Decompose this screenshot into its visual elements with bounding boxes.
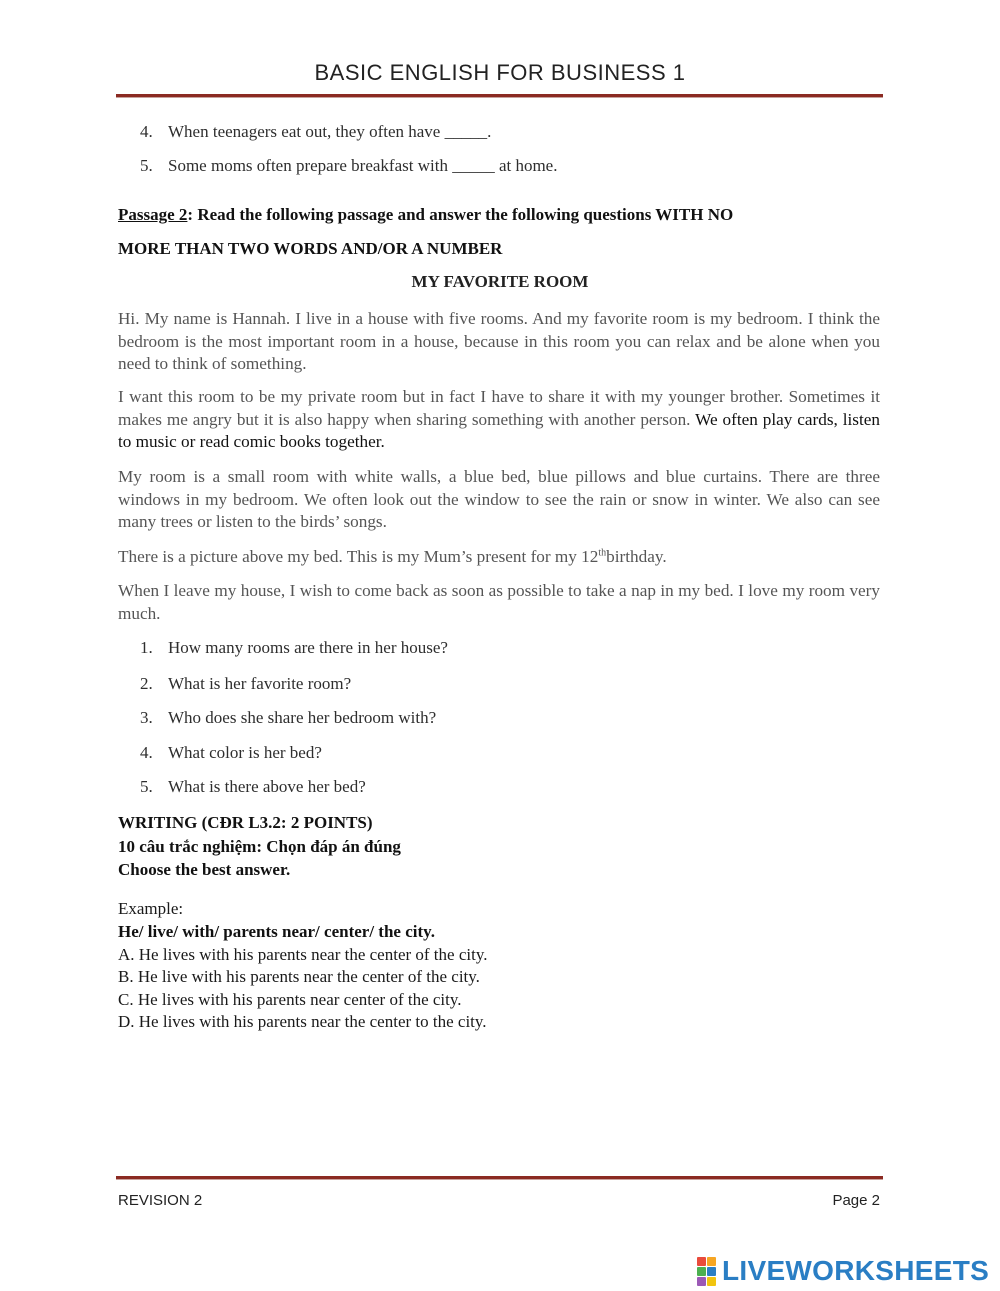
option-c: C. He lives with his parents near center of the city. [118, 990, 462, 1009]
question-text: What is her favorite room? [168, 674, 352, 693]
passage-label: Passage 2 [118, 205, 188, 224]
passage-instruction-line-1 [118, 205, 733, 225]
writing-instruction-vi: 10 câu trắc nghiệm: Chọn đáp án đúng [118, 837, 401, 856]
paragraph-5: When I leave my house, I wish to come back as soon as possible to take a nap in my bed. I love my room very much. [118, 581, 880, 623]
paragraph-2 [118, 386, 880, 454]
question-text: What color is her bed? [168, 743, 322, 762]
question-number: 2. [140, 674, 153, 693]
passage-instruction-line-2: MORE THAN TWO WORDS AND/OR A NUMBER [118, 239, 503, 258]
item-text: Some moms often prepare breakfast with _____ at home. [168, 156, 558, 175]
liveworksheets-brand [697, 1254, 989, 1288]
header-title: BASIC ENGLISH FOR BUSINESS 1 [314, 60, 686, 85]
paragraph-4-text: There is a picture above my bed. This is my Mum’s present for my 12 [118, 547, 599, 566]
question-1 [140, 638, 448, 658]
question-number: 5. [140, 777, 153, 796]
liveworksheets-logo-icon [697, 1257, 716, 1286]
item-text: When teenagers eat out, they often have _____. [168, 122, 492, 141]
question-4 [140, 743, 322, 763]
passage-instruction-1: : Read the following passage and answer the following questions WITH NO [187, 205, 734, 224]
paragraph-1: Hi. My name is Hannah. I live in a house with five rooms. And my favorite room is my bedroom. I think the bedroom is the most important room in a house, because in this room you can relax and be alone when you need to think of something. [118, 309, 880, 373]
question-2 [140, 674, 351, 694]
paragraph-2-text: I want this room to be my private room but in fact I have to share it with my younger brother. Sometimes it makes me angry but it is also happy when sharing something with another person. [118, 387, 880, 429]
question-number: 1. [140, 638, 153, 657]
paragraph-3: My room is a small room with white walls, a blue bed, blue pillows and blue curtains. There are three windows in my bedroom. We often look out the window to see the rain or snow in winter. We also can see many trees or listen to the birds’ songs. [118, 467, 880, 531]
question-text: What is there above her bed? [168, 777, 366, 796]
option-a: A. He lives with his parents near the center of the city. [118, 945, 488, 964]
question-3 [140, 708, 436, 728]
brand-name: LIVEWORKSHEETS [722, 1255, 990, 1286]
writing-heading: WRITING (CĐR L3.2: 2 POINTS) [118, 813, 373, 832]
question-number: 4. [140, 743, 153, 762]
paragraph-4 [118, 546, 880, 569]
example-label: Example: [118, 899, 184, 918]
footer-rule [116, 1176, 883, 1180]
previous-item-4 [140, 122, 491, 142]
option-b: B. He live with his parents near the center of the city. [118, 967, 480, 986]
question-text: How many rooms are there in her house? [168, 638, 448, 657]
example-prompt: He/ live/ with/ parents near/ center/ the city. [118, 922, 435, 941]
footer-page-number: Page 2 [832, 1192, 880, 1209]
writing-instruction-en: Choose the best answer. [118, 860, 291, 879]
ordinal-suffix: th [598, 547, 607, 559]
question-text: Who does she share her bedroom with? [168, 708, 437, 727]
footer-revision: REVISION 2 [118, 1192, 203, 1209]
paragraph-4-end: birthday. [606, 547, 667, 566]
option-d: D. He lives with his parents near the center to the city. [118, 1012, 487, 1031]
item-number: 4. [140, 122, 153, 141]
item-number: 5. [140, 156, 153, 175]
question-5 [140, 777, 366, 797]
passage-title: MY FAVORITE ROOM [411, 272, 589, 291]
paragraph-2-highlight: We often play cards, listen to music or read comic books together. [118, 409, 880, 451]
question-number: 3. [140, 708, 153, 727]
previous-item-5 [140, 156, 557, 176]
header-rule [116, 94, 883, 98]
